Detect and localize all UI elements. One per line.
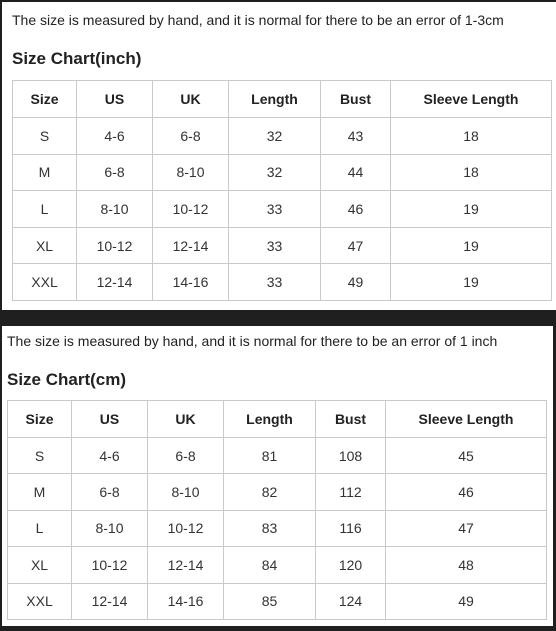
- table-cell: 6-8: [153, 118, 229, 155]
- table-row: [8, 510, 547, 546]
- table-row: [8, 474, 547, 510]
- table-cell: 124: [316, 583, 386, 619]
- table-cell: 12-14: [148, 547, 224, 583]
- table-cell: XL: [8, 547, 72, 583]
- table-row: [13, 154, 552, 191]
- table-cell: 108: [316, 438, 386, 474]
- table-cell: 116: [316, 510, 386, 546]
- table-cell: 8-10: [77, 191, 153, 228]
- table-cell: 10-12: [148, 510, 224, 546]
- table-cell: XXL: [13, 264, 77, 301]
- table-cell: 14-16: [148, 583, 224, 619]
- table-cell: M: [13, 154, 77, 191]
- header-uk: UK: [153, 81, 229, 118]
- table-cell: 32: [229, 154, 321, 191]
- table-cell: 112: [316, 474, 386, 510]
- measurement-note: The size is measured by hand, and it is normal for there to be an error of 1 inch: [7, 333, 498, 349]
- table-cell: 4-6: [77, 118, 153, 155]
- table-cell: 12-14: [72, 583, 148, 619]
- table-cell: 10-12: [72, 547, 148, 583]
- table-row: [8, 547, 547, 583]
- table-cell: 85: [224, 583, 316, 619]
- table-cell: XL: [13, 227, 77, 264]
- header-us: US: [72, 401, 148, 438]
- table-row: [13, 264, 552, 301]
- table-cell: 45: [386, 438, 547, 474]
- table-row: [13, 118, 552, 155]
- header-bust: Bust: [316, 401, 386, 438]
- table-row: [8, 438, 547, 474]
- header-us: US: [77, 81, 153, 118]
- table-cell: 19: [391, 191, 552, 228]
- table-cell: 43: [321, 118, 391, 155]
- table-cell: 44: [321, 154, 391, 191]
- table-row: [8, 583, 547, 619]
- header-size: Size: [13, 81, 77, 118]
- table-cell: M: [8, 474, 72, 510]
- table-cell: 19: [391, 227, 552, 264]
- table-cell: 49: [386, 583, 547, 619]
- table-cell: 120: [316, 547, 386, 583]
- header-length: Length: [229, 81, 321, 118]
- table-cell: L: [8, 510, 72, 546]
- measurement-note: The size is measured by hand, and it is normal for there to be an error of 1-3cm: [12, 12, 504, 28]
- table-cell: 47: [386, 510, 547, 546]
- size-chart-inch-panel: [2, 2, 556, 310]
- header-uk: UK: [148, 401, 224, 438]
- table-cell: 33: [229, 227, 321, 264]
- table-cell: 12-14: [153, 227, 229, 264]
- table-cell: 10-12: [77, 227, 153, 264]
- table-cell: S: [13, 118, 77, 155]
- table-cell: 46: [386, 474, 547, 510]
- size-chart-title: Size Chart(cm): [7, 370, 127, 389]
- size-chart-title: Size Chart(inch): [12, 49, 142, 68]
- table-header-row: [8, 401, 547, 438]
- table-cell: 82: [224, 474, 316, 510]
- table-cell: L: [13, 191, 77, 228]
- table-cell: 6-8: [72, 474, 148, 510]
- header-length: Length: [224, 401, 316, 438]
- size-table-inch: [12, 80, 552, 301]
- table-cell: 4-6: [72, 438, 148, 474]
- table-cell: 33: [229, 264, 321, 301]
- table-cell: 32: [229, 118, 321, 155]
- table-cell: 81: [224, 438, 316, 474]
- table-cell: 84: [224, 547, 316, 583]
- table-cell: 46: [321, 191, 391, 228]
- header-sleeve-length: Sleeve Length: [391, 81, 552, 118]
- table-cell: 8-10: [148, 474, 224, 510]
- table-cell: XXL: [8, 583, 72, 619]
- table-cell: 47: [321, 227, 391, 264]
- header-bust: Bust: [321, 81, 391, 118]
- table-cell: 6-8: [148, 438, 224, 474]
- table-cell: 18: [391, 154, 552, 191]
- header-size: Size: [8, 401, 72, 438]
- table-cell: 19: [391, 264, 552, 301]
- size-table-cm: [7, 400, 547, 620]
- table-cell: 10-12: [153, 191, 229, 228]
- table-row: [13, 191, 552, 228]
- table-cell: 33: [229, 191, 321, 228]
- table-row: [13, 227, 552, 264]
- size-chart-cm-panel: [2, 326, 553, 626]
- table-cell: 49: [321, 264, 391, 301]
- table-cell: 14-16: [153, 264, 229, 301]
- table-cell: 48: [386, 547, 547, 583]
- table-cell: 12-14: [77, 264, 153, 301]
- table-cell: 18: [391, 118, 552, 155]
- table-header-row: [13, 81, 552, 118]
- table-cell: 8-10: [72, 510, 148, 546]
- table-cell: S: [8, 438, 72, 474]
- header-sleeve-length: Sleeve Length: [386, 401, 547, 438]
- table-cell: 6-8: [77, 154, 153, 191]
- table-cell: 83: [224, 510, 316, 546]
- table-cell: 8-10: [153, 154, 229, 191]
